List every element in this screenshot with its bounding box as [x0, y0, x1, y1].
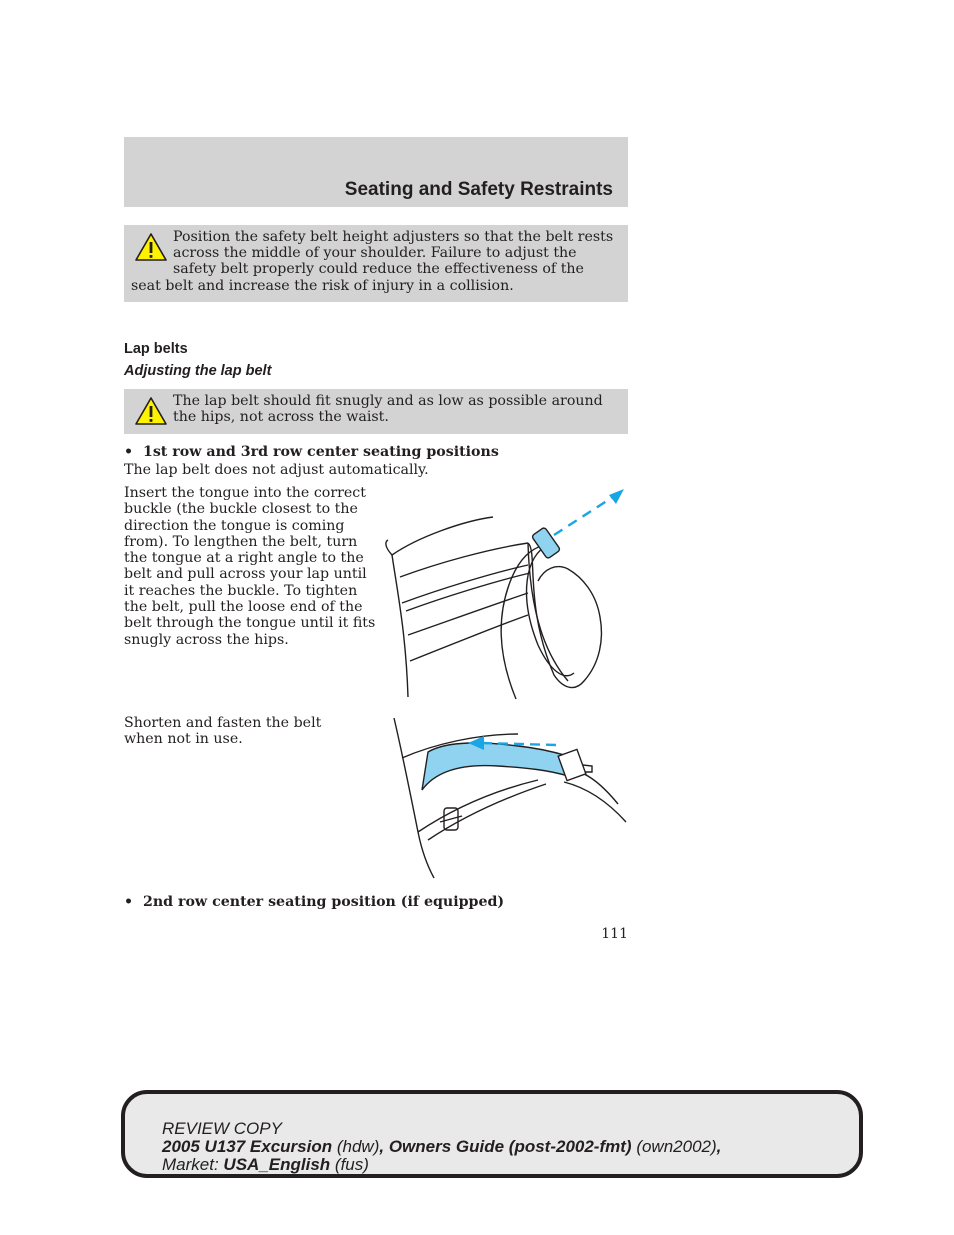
warning-triangle-icon [131, 395, 171, 427]
bullet-item-1st-3rd-row [124, 444, 499, 460]
warning-triangle-icon [131, 231, 171, 263]
paragraph-shorten-belt: Shorten and fasten the belt when not in use. [124, 715, 322, 748]
illustration-shorten-belt [378, 712, 630, 880]
review-copy-footer [121, 1090, 863, 1178]
footer-model: 2005 U137 Excursion [162, 1137, 333, 1156]
bullet-item-2nd-row [124, 894, 504, 910]
warning-text-height-adjusters: Position the safety belt height adjusters so that the belt rests across the middle of your shoulder. Failure to adjust the safety belt properly could reduce the effectiveness of the seat belt and increase the risk of injury in a collision. [131, 229, 614, 294]
bullet-text-2nd-row: 2nd row center seating position (if equipped) [142, 894, 505, 910]
review-copy-label: REVIEW COPY [162, 1119, 282, 1138]
warning-text-lap-belt-fit: The lap belt should fit snugly and as low as possible around the hips, not across the waist. [173, 393, 603, 426]
section-header-band [124, 137, 628, 207]
subheading-adjusting-lap-belt: Adjusting the lap belt [124, 363, 272, 379]
footer-sep1: , [379, 1137, 389, 1156]
bullet-text-1st-3rd-row: 1st row and 3rd row center seating positions [142, 444, 499, 460]
footer-fus: (fus) [334, 1155, 369, 1174]
footer-market: USA_English [223, 1155, 331, 1174]
text-does-not-adjust: The lap belt does not adjust automatically. [124, 462, 429, 478]
warning-box-height-adjusters [124, 225, 628, 302]
section-title: Seating and Safety Restraints [344, 179, 613, 200]
footer-market-label: Market: [162, 1155, 219, 1174]
footer-hdw: (hdw) [336, 1137, 380, 1156]
footer-own: (own2002) [636, 1137, 717, 1156]
illustration-lengthen-belt [378, 485, 630, 700]
footer-sep2: , [716, 1137, 722, 1156]
footer-guide: Owners Guide (post-2002-fmt) [388, 1137, 632, 1156]
heading-lap-belts: Lap belts [124, 341, 188, 357]
page-number: 111 [601, 926, 628, 942]
paragraph-insert-tongue: Insert the tongue into the correct buckle (the buckle closest to the direction the tongue is coming from). To lengthen the belt, turn the tongue at a right angle to the belt and pull across your lap until it reaches the buckle. To tighten the belt, pull the loose end of the belt through the tongue until it fits snugly across the hips. [124, 485, 376, 648]
warning-box-lap-belt-fit [124, 389, 628, 434]
bullet-dot: • [124, 894, 143, 910]
bullet-dot: • [124, 444, 143, 460]
